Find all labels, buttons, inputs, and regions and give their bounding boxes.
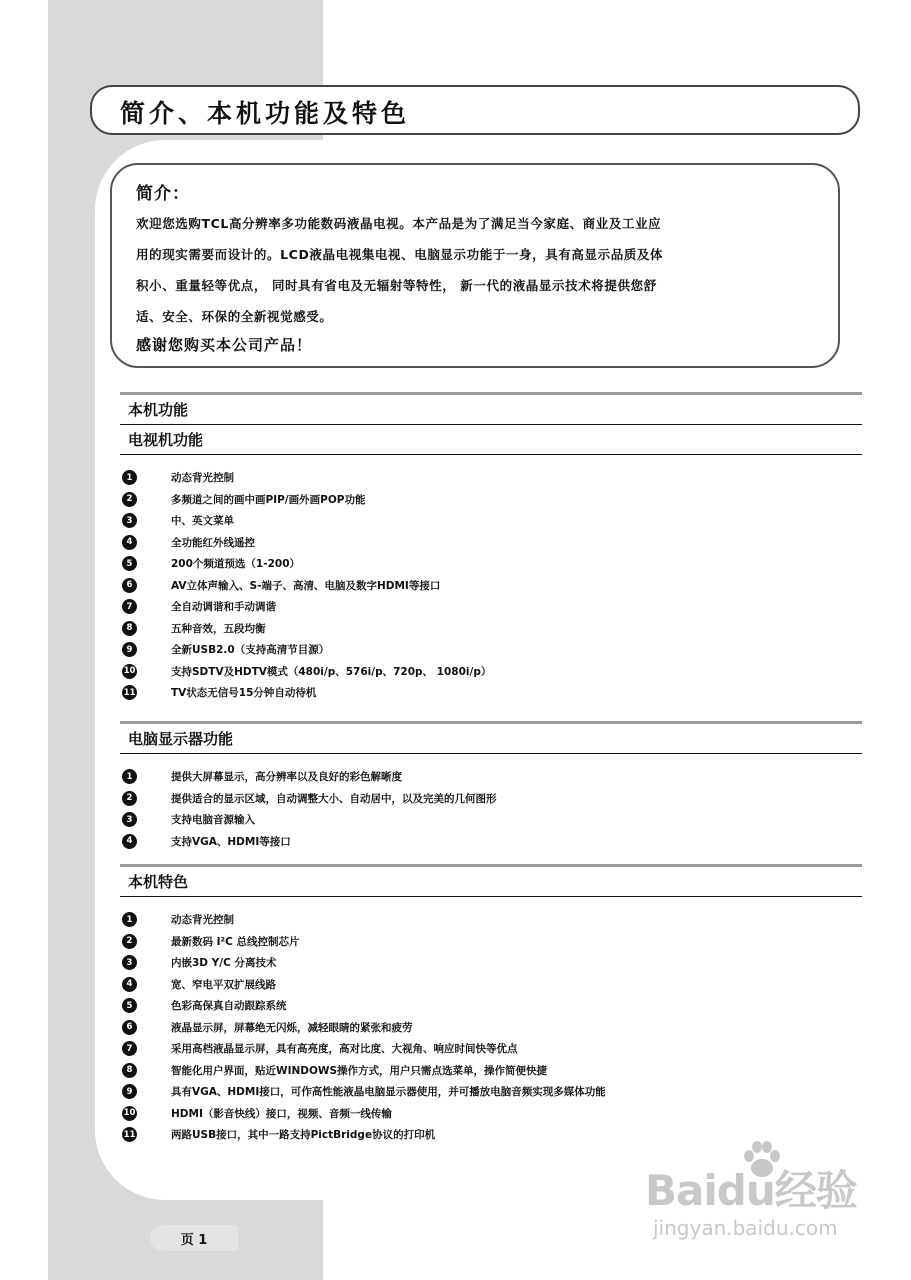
- list-item: [120, 467, 862, 489]
- number-bullet-icon: 8: [122, 1063, 137, 1078]
- item-text: 液晶显示屏，屏幕绝无闪烁，减轻眼睛的紧张和疲劳: [171, 1021, 413, 1034]
- number-bullet-icon: 10: [122, 664, 137, 679]
- item-text: AV立体声输入、S-端子、高清、电脑及数字HDMI等接口: [171, 579, 441, 592]
- special-features-section: [120, 864, 862, 1146]
- item-text: HDMI（影音快线）接口，视频、音频一线传输: [171, 1107, 392, 1120]
- tv-features-header: 电视机功能: [120, 425, 862, 455]
- item-text: 全功能红外线遥控: [171, 536, 255, 549]
- number-bullet-icon: 1: [122, 470, 137, 485]
- watermark-url: jingyan.baidu.com: [653, 1216, 838, 1240]
- number-bullet-icon: 2: [122, 492, 137, 507]
- list-item: [120, 831, 862, 853]
- list-item: [120, 1081, 862, 1103]
- number-bullet-icon: 11: [122, 685, 137, 700]
- list-item: [120, 995, 862, 1017]
- intro-line: 适、安全、环保的全新视觉感受。: [136, 309, 333, 324]
- list-item: [120, 532, 862, 554]
- tv-features-list: [120, 467, 862, 704]
- watermark-logo: Baidu经验: [645, 1166, 857, 1215]
- intro-line: 积小、重量轻等优点， 同时具有省电及无辐射等特性， 新一代的液晶显示技术将提供您舒: [136, 278, 657, 293]
- item-text: 智能化用户界面，贴近WINDOWS操作方式，用户只需点选菜单，操作简便快捷: [171, 1064, 548, 1077]
- intro-thanks: 感谢您购买本公司产品！: [136, 336, 313, 354]
- number-bullet-icon: 2: [122, 934, 137, 949]
- intro-line: 用的现实需要而设计的。LCD液晶电视集电视、电脑显示功能于一身，具有高显示品质及体: [136, 247, 664, 262]
- list-item: [120, 639, 862, 661]
- page-number-badge: 页 1: [150, 1225, 238, 1251]
- number-bullet-icon: 3: [122, 812, 137, 827]
- item-text: 中、英文菜单: [171, 515, 234, 528]
- list-item: [120, 931, 862, 953]
- number-bullet-icon: 3: [122, 513, 137, 528]
- list-item: [120, 788, 862, 810]
- pc-features-list: [120, 766, 862, 852]
- number-bullet-icon: 6: [122, 578, 137, 593]
- item-text: 采用高档液晶显示屏，具有高亮度，高对比度、大视角、响应时间快等优点: [171, 1043, 518, 1056]
- number-bullet-icon: 11: [122, 1127, 137, 1142]
- number-bullet-icon: 7: [122, 1041, 137, 1056]
- list-item: [120, 661, 862, 683]
- tv-features-section: [120, 392, 862, 704]
- item-text: TV状态无信号15分钟自动待机: [171, 687, 317, 700]
- list-item: [120, 1017, 862, 1039]
- item-text: 提供适合的显示区域，自动调整大小、自动居中，以及完美的几何图形: [171, 792, 497, 805]
- number-bullet-icon: 1: [122, 769, 137, 784]
- number-bullet-icon: 3: [122, 955, 137, 970]
- number-bullet-icon: 5: [122, 998, 137, 1013]
- special-features-list: [120, 909, 862, 1146]
- list-item: [120, 575, 862, 597]
- list-item: [120, 1060, 862, 1082]
- item-text: 支持VGA、HDMI等接口: [171, 835, 291, 848]
- page-title: 简介、本机功能及特色: [120, 99, 411, 128]
- number-bullet-icon: 8: [122, 621, 137, 636]
- item-text: 全新USB2.0（支持高清节目源）: [171, 644, 330, 657]
- item-text: 内嵌3D Y/C 分离技术: [171, 957, 277, 970]
- list-item: [120, 1038, 862, 1060]
- item-text: 提供大屏幕显示，高分辨率以及良好的彩色解晰度: [171, 771, 402, 784]
- number-bullet-icon: 6: [122, 1020, 137, 1035]
- intro-box: [110, 163, 840, 368]
- list-item: [120, 809, 862, 831]
- list-item: [120, 952, 862, 974]
- number-bullet-icon: 4: [122, 535, 137, 550]
- list-item: [120, 974, 862, 996]
- number-bullet-icon: 4: [122, 834, 137, 849]
- pc-features-header: 电脑显示器功能: [120, 721, 862, 754]
- item-text: 支持SDTV及HDTV模式（480i/p、576i/p、720p、 1080i/p）: [171, 665, 492, 678]
- item-text: 色彩高保真自动跟踪系统: [171, 1000, 287, 1013]
- item-text: 五种音效，五段均衡: [171, 622, 266, 635]
- baidu-watermark: [645, 1140, 865, 1250]
- intro-body: [136, 208, 824, 332]
- list-item: [120, 510, 862, 532]
- number-bullet-icon: 5: [122, 556, 137, 571]
- features-main-header: 本机功能: [120, 392, 862, 425]
- item-text: 最新数码 I²C 总线控制芯片: [171, 935, 300, 948]
- number-bullet-icon: 7: [122, 599, 137, 614]
- intro-heading: 简介：: [136, 184, 190, 204]
- item-text: 宽、窄电平双扩展线路: [171, 978, 276, 991]
- pc-features-section: [120, 721, 862, 852]
- number-bullet-icon: 9: [122, 1084, 137, 1099]
- list-item: [120, 489, 862, 511]
- item-text: 多频道之间的画中画PIP/画外画POP功能: [171, 493, 366, 506]
- number-bullet-icon: 2: [122, 791, 137, 806]
- number-bullet-icon: 9: [122, 642, 137, 657]
- item-text: 动态背光控制: [171, 472, 234, 485]
- page-title-box: [90, 85, 860, 135]
- special-features-header: 本机特色: [120, 864, 862, 897]
- item-text: 两路USB接口，其中一路支持PictBridge协议的打印机: [171, 1129, 436, 1142]
- item-text: 支持电脑音源输入: [171, 814, 255, 827]
- item-text: 动态背光控制: [171, 914, 234, 927]
- list-item: [120, 766, 862, 788]
- list-item: [120, 1103, 862, 1125]
- list-item: [120, 682, 862, 704]
- number-bullet-icon: 1: [122, 912, 137, 927]
- list-item: [120, 596, 862, 618]
- list-item: [120, 618, 862, 640]
- number-bullet-icon: 10: [122, 1106, 137, 1121]
- intro-line: 欢迎您选购TCL高分辨率多功能数码液晶电视。本产品是为了满足当今家庭、商业及工业应: [136, 216, 662, 231]
- item-text: 全自动调谐和手动调谐: [171, 601, 276, 614]
- item-text: 200个频道预选（1-200）: [171, 558, 300, 571]
- list-item: [120, 553, 862, 575]
- item-text: 具有VGA、HDMI接口，可作高性能液晶电脑显示器使用，并可播放电脑音频实现多媒体功能: [171, 1086, 606, 1099]
- number-bullet-icon: 4: [122, 977, 137, 992]
- list-item: [120, 909, 862, 931]
